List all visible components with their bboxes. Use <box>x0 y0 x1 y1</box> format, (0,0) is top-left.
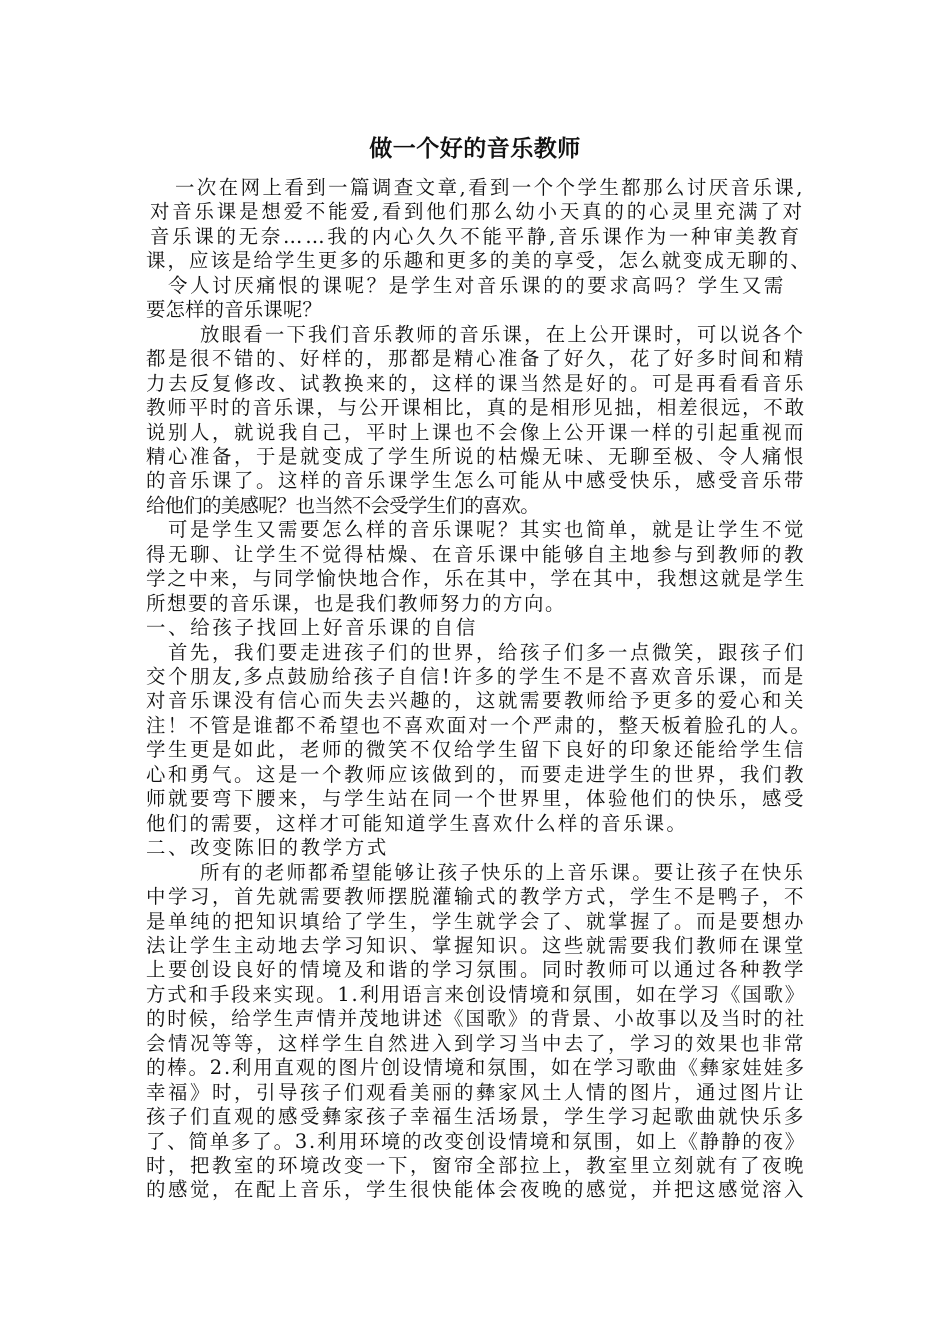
body-line: 可是学生又需要怎么样的音乐课呢？其实也简单，就是让学生不觉 <box>168 518 807 541</box>
body-line: 心和勇气。这是一个教师应该做到的，而要走进学生的世界，我们教 <box>146 763 807 786</box>
body-line: 时，把教室的环境改变一下，窗帘全部拉上，教室里立刻就有了夜晚 <box>146 1154 807 1177</box>
body-line: 一、给孩子找回上好音乐课的自信 <box>146 616 478 639</box>
body-line: 学之中来，与同学愉快地合作，乐在其中，学在其中，我想这就是学生 <box>146 567 807 590</box>
body-line: 说别人，就说我自己，平时上课也不会像上公开课一样的引起重视而 <box>146 421 807 444</box>
body-line: 音乐课的无奈……我的内心久久不能平静,音乐课作为一种审美教育 <box>150 225 802 248</box>
body-line: 了、简单多了。3.利用环境的改变创设情境和氛围，如上《静静的夜》 <box>146 1130 807 1153</box>
body-line: 对音乐课是想爱不能爱,看到他们那么幼小天真的的心灵里充满了对 <box>150 200 805 223</box>
body-line: 一次在网上看到一篇调查文章,看到一个个学生都那么讨厌音乐课, <box>175 176 805 199</box>
body-line: 的感觉，在配上音乐，学生很快能体会夜晚的感觉，并把这感觉溶入 <box>146 1178 807 1201</box>
body-line: 课，应该是给学生更多的乐趣和更多的美的享受，怎么就变成无聊的、 <box>146 249 812 272</box>
body-line: 都是很不错的、好样的，那都是精心准备了好久，花了好多时间和精 <box>146 347 807 370</box>
body-line: 会情况等等，这样学生自然进入到学习当中去了，学习的效果也非常 <box>146 1032 807 1055</box>
body-line: 师就要弯下腰来，与学生站在同一个世界里，体验他们的快乐，感受 <box>146 787 807 810</box>
body-line: 要怎样的音乐课呢？ <box>146 298 322 321</box>
body-line: 所有的老师都希望能够让孩子快乐的上音乐课。要让孩子在快乐 <box>200 861 806 884</box>
body-line: 所想要的音乐课，也是我们教师努力的方向。 <box>146 592 567 615</box>
body-line: 上要创设良好的情境及和谐的学习氛围。同时教师可以通过各种教学 <box>146 958 807 981</box>
body-line: 首先，我们要走进孩子们的世界，给孩子们多一点微笑，跟孩子们 <box>168 641 807 664</box>
body-line: 对音乐课没有信心而失去兴趣的，这就需要教师给予更多的爱心和关 <box>146 689 807 712</box>
body-line: 法让学生主动地去学习知识、掌握知识。这些就需要我们教师在课堂 <box>146 934 807 957</box>
body-line: 令人讨厌痛恨的课呢？是学生对音乐课的的要求高吗？学生又需 <box>168 274 786 297</box>
body-line: 的音乐课了。这样的音乐课学生怎么可能从中感受快乐，感受音乐带 <box>146 469 807 492</box>
body-line: 中学习，首先就需要教师摆脱灌输式的教学方式，学生不是鸭子，不 <box>146 885 807 908</box>
document-title: 做一个好的音乐教师 <box>369 135 581 162</box>
body-line: 学生更是如此，老师的微笑不仅给学生留下良好的印象还能给学生信 <box>146 738 807 761</box>
body-line: 的时候，给学生声情并茂地讲述《国歌》的背景、小故事以及当时的社 <box>146 1007 807 1030</box>
body-line: 的棒。2.利用直观的图片创设情境和氛围，如在学习歌曲《彝家娃娃多 <box>146 1056 807 1079</box>
body-line: 是单纯的把知识填给了学生，学生就学会了、就掌握了。而是要想办 <box>146 910 807 933</box>
body-line: 孩子们直观的感受彝家孩子幸福生活场景，学生学习起歌曲就快乐多 <box>146 1105 807 1128</box>
body-line: 给他们的美感呢？也当然不会受学生们的喜欢。 <box>146 494 539 517</box>
body-line: 教师平时的音乐课，与公开课相比，真的是相形见拙，相差很远，不敢 <box>146 396 807 419</box>
body-line: 力去反复修改、试教换来的，这样的课当然是好的。可是再看看音乐 <box>146 372 807 395</box>
body-line: 注！不管是谁都不希望也不喜欢面对一个严肃的，整天板着脸孔的人。 <box>146 714 812 737</box>
body-line: 幸福》时，引导孩子们观看美丽的彝家风土人情的图片，通过图片让 <box>146 1081 807 1104</box>
body-line: 精心准备，于是就变成了学生所说的枯燥无味、无聊至极、令人痛恨 <box>146 445 807 468</box>
body-line: 放眼看一下我们音乐教师的音乐课，在上公开课时，可以说各个 <box>200 323 806 346</box>
body-line: 他们的需要，这样才可能知道学生喜欢什么样的音乐课。 <box>146 812 689 835</box>
body-line: 二、改变陈旧的教学方式 <box>146 836 389 859</box>
body-line: 交个朋友,多点鼓励给孩子自信!许多的学生不是不喜欢音乐课，而是 <box>146 665 806 688</box>
body-line: 方式和手段来实现。1.利用语言来创设情境和氛围，如在学习《国歌》 <box>146 983 807 1006</box>
body-line: 得无聊、让学生不觉得枯燥、在音乐课中能够自主地参与到教师的教 <box>146 543 807 566</box>
